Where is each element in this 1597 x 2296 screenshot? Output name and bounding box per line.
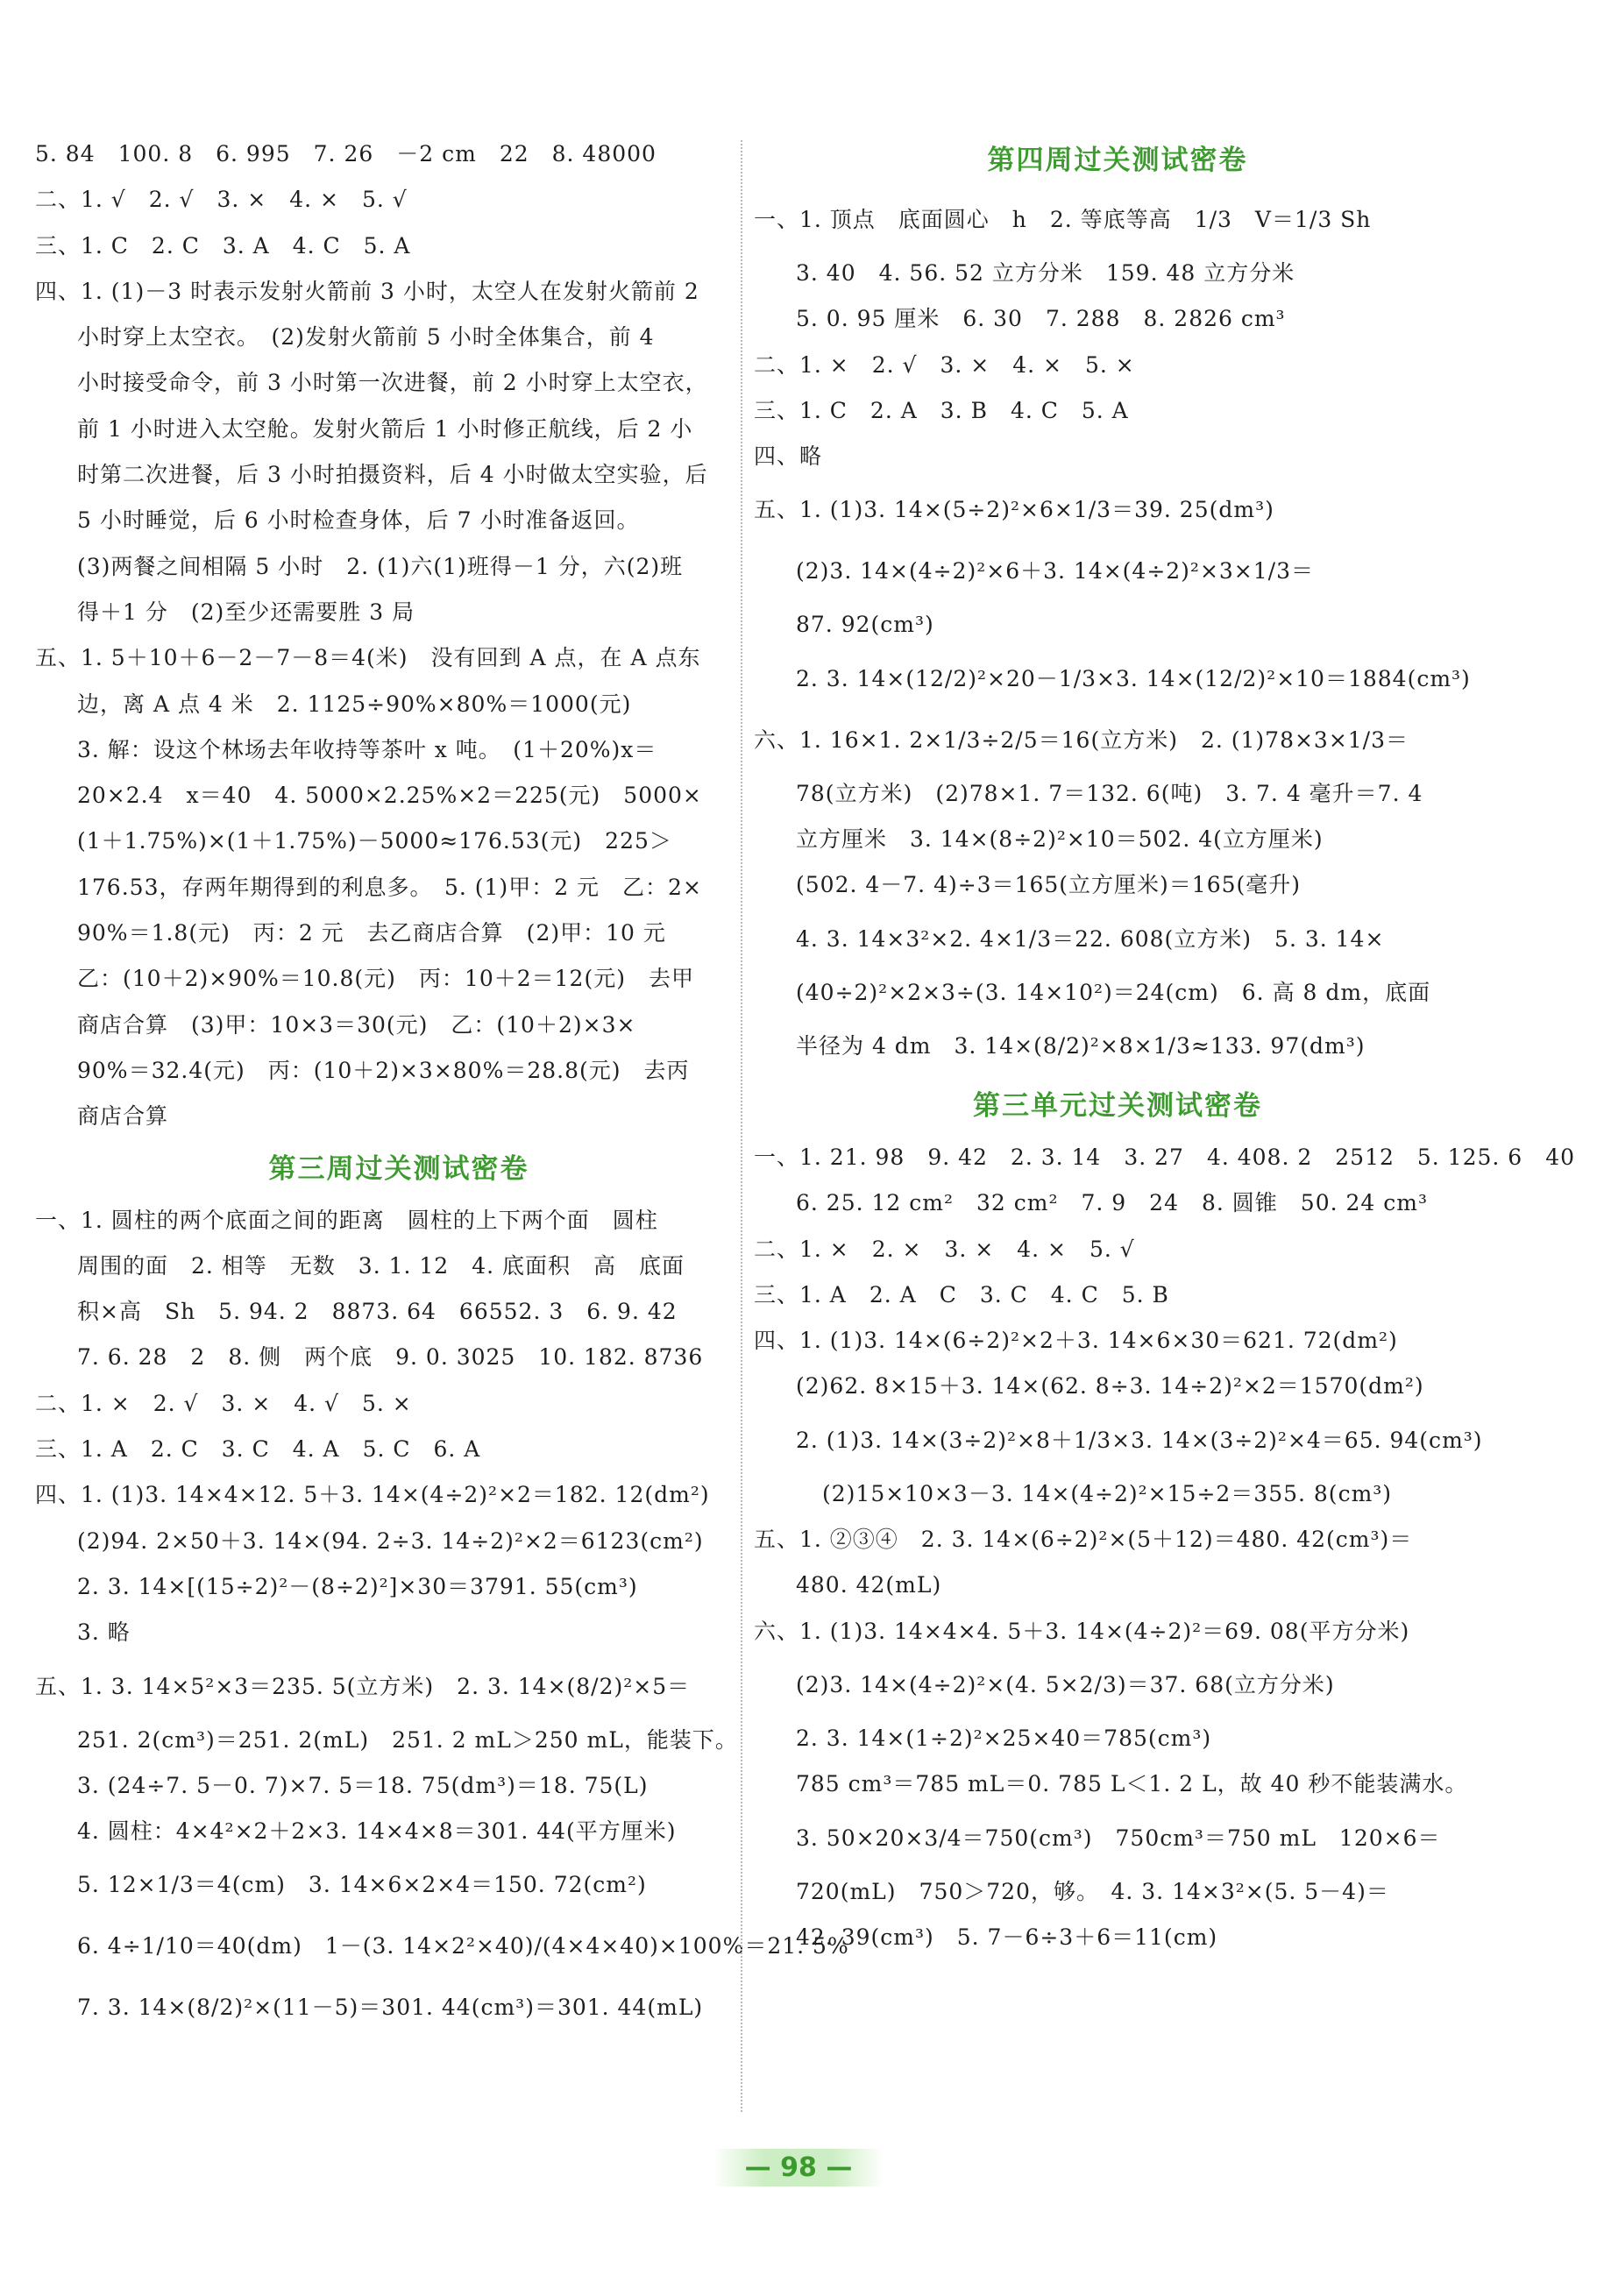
answer-line: 3. 50×20×3/4＝750(cm³) 750cm³＝750 mL 120×6＝ [796,1825,1441,1851]
answer-line: 小时穿上太空衣。 (2)发射火箭前 5 小时全体集合，前 4 [77,324,655,351]
answer-line: 五、1. (1)3. 14×(5÷2)²×6×1/3＝39. 25(dm³) [754,497,1274,523]
answer-line: 5. 0. 95 厘米 6. 30 7. 288 8. 2826 cm³ [796,306,1286,332]
answer-line: 2. (1)3. 14×(3÷2)²×8＋1/3×3. 14×(3÷2)²×4＝65. 94(cm³) [796,1427,1483,1453]
right-column [754,131,1576,1960]
answer-line: (2)62. 8×15＋3. 14×(62. 8÷3. 14÷2)²×2＝1570(dm²) [796,1373,1424,1400]
answer-line: 5. 84 100. 8 6. 995 7. 26 －2 cm 22 8. 48000 [35,141,657,167]
answer-line: 90%＝1.8(元) 丙：2 元 去乙商店合算 (2)甲：10 元 [77,920,666,946]
answer-line: 78(立方米) (2)78×1. 7＝132. 6(吨) 3. 7. 4 毫升＝7. 4 [796,780,1423,806]
answer-line: 4. 3. 14×3²×2. 4×1/3＝22. 608(立方米) 5. 3. 14× [796,925,1385,952]
page-number [0,2149,1597,2186]
answer-line: 6. 4÷1/10＝40(dm) 1－(3. 14×2²×40)/(4×4×40)×100%＝21. 5% [77,1933,849,1959]
answer-line: 42. 39(cm³) 5. 7－6÷3＋6＝11(cm) [796,1924,1218,1950]
answer-line: 4. 圆柱：4×4²×2＋2×3. 14×4×8＝301. 44(平方厘米) [77,1818,677,1845]
section-title: 第四周过关测试密卷 [987,145,1248,176]
answer-line: 六、1. (1)3. 14×4×4. 5＋3. 14×(4÷2)²＝69. 08(平方分米) [754,1618,1410,1644]
answer-line: 2. 3. 14×[(15÷2)²－(8÷2)²]×30＝3791. 55(cm³) [77,1573,638,1599]
answer-line: 商店合算 (3)甲：10×3＝30(元) 乙：(10＋2)×3× [77,1011,636,1038]
answer-line: 三、1. C 2. A 3. B 4. C 5. A [754,397,1129,423]
answer-line: 前 1 小时进入太空舱。发射火箭后 1 小时修正航线，后 2 小 [77,415,693,442]
answer-line: 720(mL) 750＞720，够。 4. 3. 14×3²×(5. 5－4)＝ [796,1878,1389,1904]
section-title: 第三单元过关测试密卷 [973,1089,1262,1122]
answer-line: 480. 42(mL) [796,1572,942,1598]
answer-line: 一、1. 圆柱的两个底面之间的距离 圆柱的上下两个面 圆柱 [35,1207,658,1233]
answer-line: 五、1. 3. 14×5²×3＝235. 5(立方米) 2. 3. 14×(8/2)²×5＝ [35,1673,691,1699]
answer-line: 2. 3. 14×(1÷2)²×25×40＝785(cm³) [796,1725,1212,1751]
answer-line: 三、1. A 2. C 3. C 4. A 5. C 6. A [35,1436,481,1463]
answer-line: 87. 92(cm³) [796,612,934,638]
answer-line: 5. 12×1/3＝4(cm) 3. 14×6×2×4＝150. 72(cm²) [77,1872,647,1898]
answer-line: 小时接受命令，前 3 小时第一次进餐，前 2 小时穿上太空衣， [77,370,708,396]
page-number-label: — 98 — [713,2149,884,2186]
answer-line: 边，离 A 点 4 米 2. 1125÷90%×80%＝1000(元) [77,691,632,717]
answer-line: 7. 6. 28 2 8. 侧 两个底 9. 0. 3025 10. 182. 8736 [77,1344,704,1371]
answer-line: 立方厘米 3. 14×(8÷2)²×10＝502. 4(立方厘米) [796,826,1324,853]
answer-line: 785 cm³＝785 mL＝0. 785 L＜1. 2 L，故 40 秒不能装满水。 [796,1771,1468,1797]
answer-line: 5 小时睡觉，后 6 小时检查身体，后 7 小时准备返回。 [77,507,640,534]
answer-line: 四、略 [754,443,823,470]
answer-line: 251. 2(cm³)＝251. 2(mL) 251. 2 mL＞250 mL，能装下。 [77,1726,738,1753]
answer-line: 时第二次进餐，后 3 小时拍摄资料，后 4 小时做太空实验，后 [77,462,708,488]
answer-line: (3)两餐之间相隔 5 小时 2. (1)六(1)班得－1 分，六(2)班 [77,553,684,579]
answer-line: 乙：(10＋2)×90%＝10.8(元) 丙：10＋2＝12(元) 去甲 [77,966,694,992]
answer-line: 二、1. × 2. × 3. × 4. × 5. √ [754,1236,1135,1262]
answer-line: 得＋1 分 (2)至少还需要胜 3 局 [77,599,415,625]
answer-line: 2. 3. 14×(12/2)²×20－1/3×3. 14×(12/2)²×10＝1884(cm³) [796,665,1471,691]
answer-line: 六、1. 16×1. 2×1/3÷2/5＝16(立方米) 2. (1)78×3×1/3＝ [754,726,1409,753]
answer-line: 3. (24÷7. 5－0. 7)×7. 5＝18. 75(dm³)＝18. 75(L) [77,1772,649,1798]
answer-line: 7. 3. 14×(8/2)²×(11－5)＝301. 44(cm³)＝301. 44(mL) [77,1995,704,2021]
page-number-value: 98 [780,2152,817,2183]
answer-line: 二、1. × 2. √ 3. × 4. × 5. × [754,351,1135,378]
answer-line: (2)94. 2×50＋3. 14×(94. 2÷3. 14÷2)²×2＝6123(cm²) [77,1527,704,1554]
column-divider [741,140,742,2112]
answer-line: 20×2.4 x＝40 4. 5000×2.25%×2＝225(元) 5000× [77,783,702,809]
answer-line: (2)15×10×3－3. 14×(4÷2)²×15÷2＝355. 8(cm³) [822,1480,1393,1506]
answer-line: 3. 略 [77,1619,131,1646]
answer-line: 90%＝32.4(元) 丙：(10＋2)×3×80%＝28.8(元) 去丙 [77,1057,690,1083]
answer-line: (40÷2)²×2×3÷(3. 14×10²)＝24(cm) 6. 高 8 dm，底面 [796,979,1431,1005]
answer-line: 一、1. 21. 98 9. 42 2. 3. 14 3. 27 4. 408. 2 2512 5. 125. 6 40 [754,1144,1576,1170]
section-title: 第三周过关测试密卷 [268,1152,529,1185]
answer-line: 三、1. C 2. C 3. A 4. C 5. A [35,232,411,259]
answer-line: 3. 40 4. 56. 52 立方分米 159. 48 立方分米 [796,260,1295,286]
answer-line: (2)3. 14×(4÷2)²×(4. 5×2/3)＝37. 68(立方分米) [796,1671,1335,1697]
answer-line: 6. 25. 12 cm² 32 cm² 7. 9 24 8. 圆锥 50. 24 cm³ [796,1190,1428,1216]
answer-line: (1＋1.75%)×(1＋1.75%)－5000≈176.53(元) 225＞ [77,828,672,854]
answer-line: 四、1. (1)3. 14×4×12. 5＋3. 14×(4÷2)²×2＝182. 12(dm²) [35,1482,710,1508]
answer-line: 积×高 Sh 5. 94. 2 8873. 64 66552. 3 6. 9. 42 [77,1299,678,1325]
answer-line: 商店合算 [77,1103,169,1130]
answer-line: (502. 4－7. 4)÷3＝165(立方厘米)＝165(毫升) [796,872,1302,898]
answer-line: 3. 解：设这个林场去年收持等茶叶 x 吨。 (1＋20%)x＝ [77,736,657,762]
answer-line: (2)3. 14×(4÷2)²×6＋3. 14×(4÷2)²×3×1/3＝ [796,558,1314,585]
answer-line: 二、1. × 2. √ 3. × 4. √ 5. × [35,1390,412,1416]
answer-line: 四、1. (1)－3 时表示发射火箭前 3 小时，太空人在发射火箭前 2 [35,278,699,304]
answer-line: 半径为 4 dm 3. 14×(8/2)²×8×1/3≈133. 97(dm³) [796,1032,1366,1059]
answer-line: 周围的面 2. 相等 无数 3. 1. 12 4. 底面积 高 底面 [77,1252,685,1279]
answer-line: 五、1. ②③④ 2. 3. 14×(6÷2)²×(5＋12)＝480. 42(cm³)＝ [754,1527,1413,1553]
answer-line: 五、1. 5＋10＋6－2－7－8＝4(米) 没有回到 A 点，在 A 点东 [35,645,701,671]
answer-line: 一、1. 顶点 底面圆心 h 2. 等底等高 1/3 V＝1/3 Sh [754,207,1372,232]
answer-line: 二、1. √ 2. √ 3. × 4. × 5. √ [35,187,408,213]
answer-line: 三、1. A 2. A C 3. C 4. C 5. B [754,1281,1169,1307]
answer-line: 四、1. (1)3. 14×(6÷2)²×2＋3. 14×6×30＝621. 72(dm²) [754,1328,1398,1354]
answer-line: 176.53，存两年期得到的利息多。 5. (1)甲：2 元 乙：2× [77,874,702,900]
